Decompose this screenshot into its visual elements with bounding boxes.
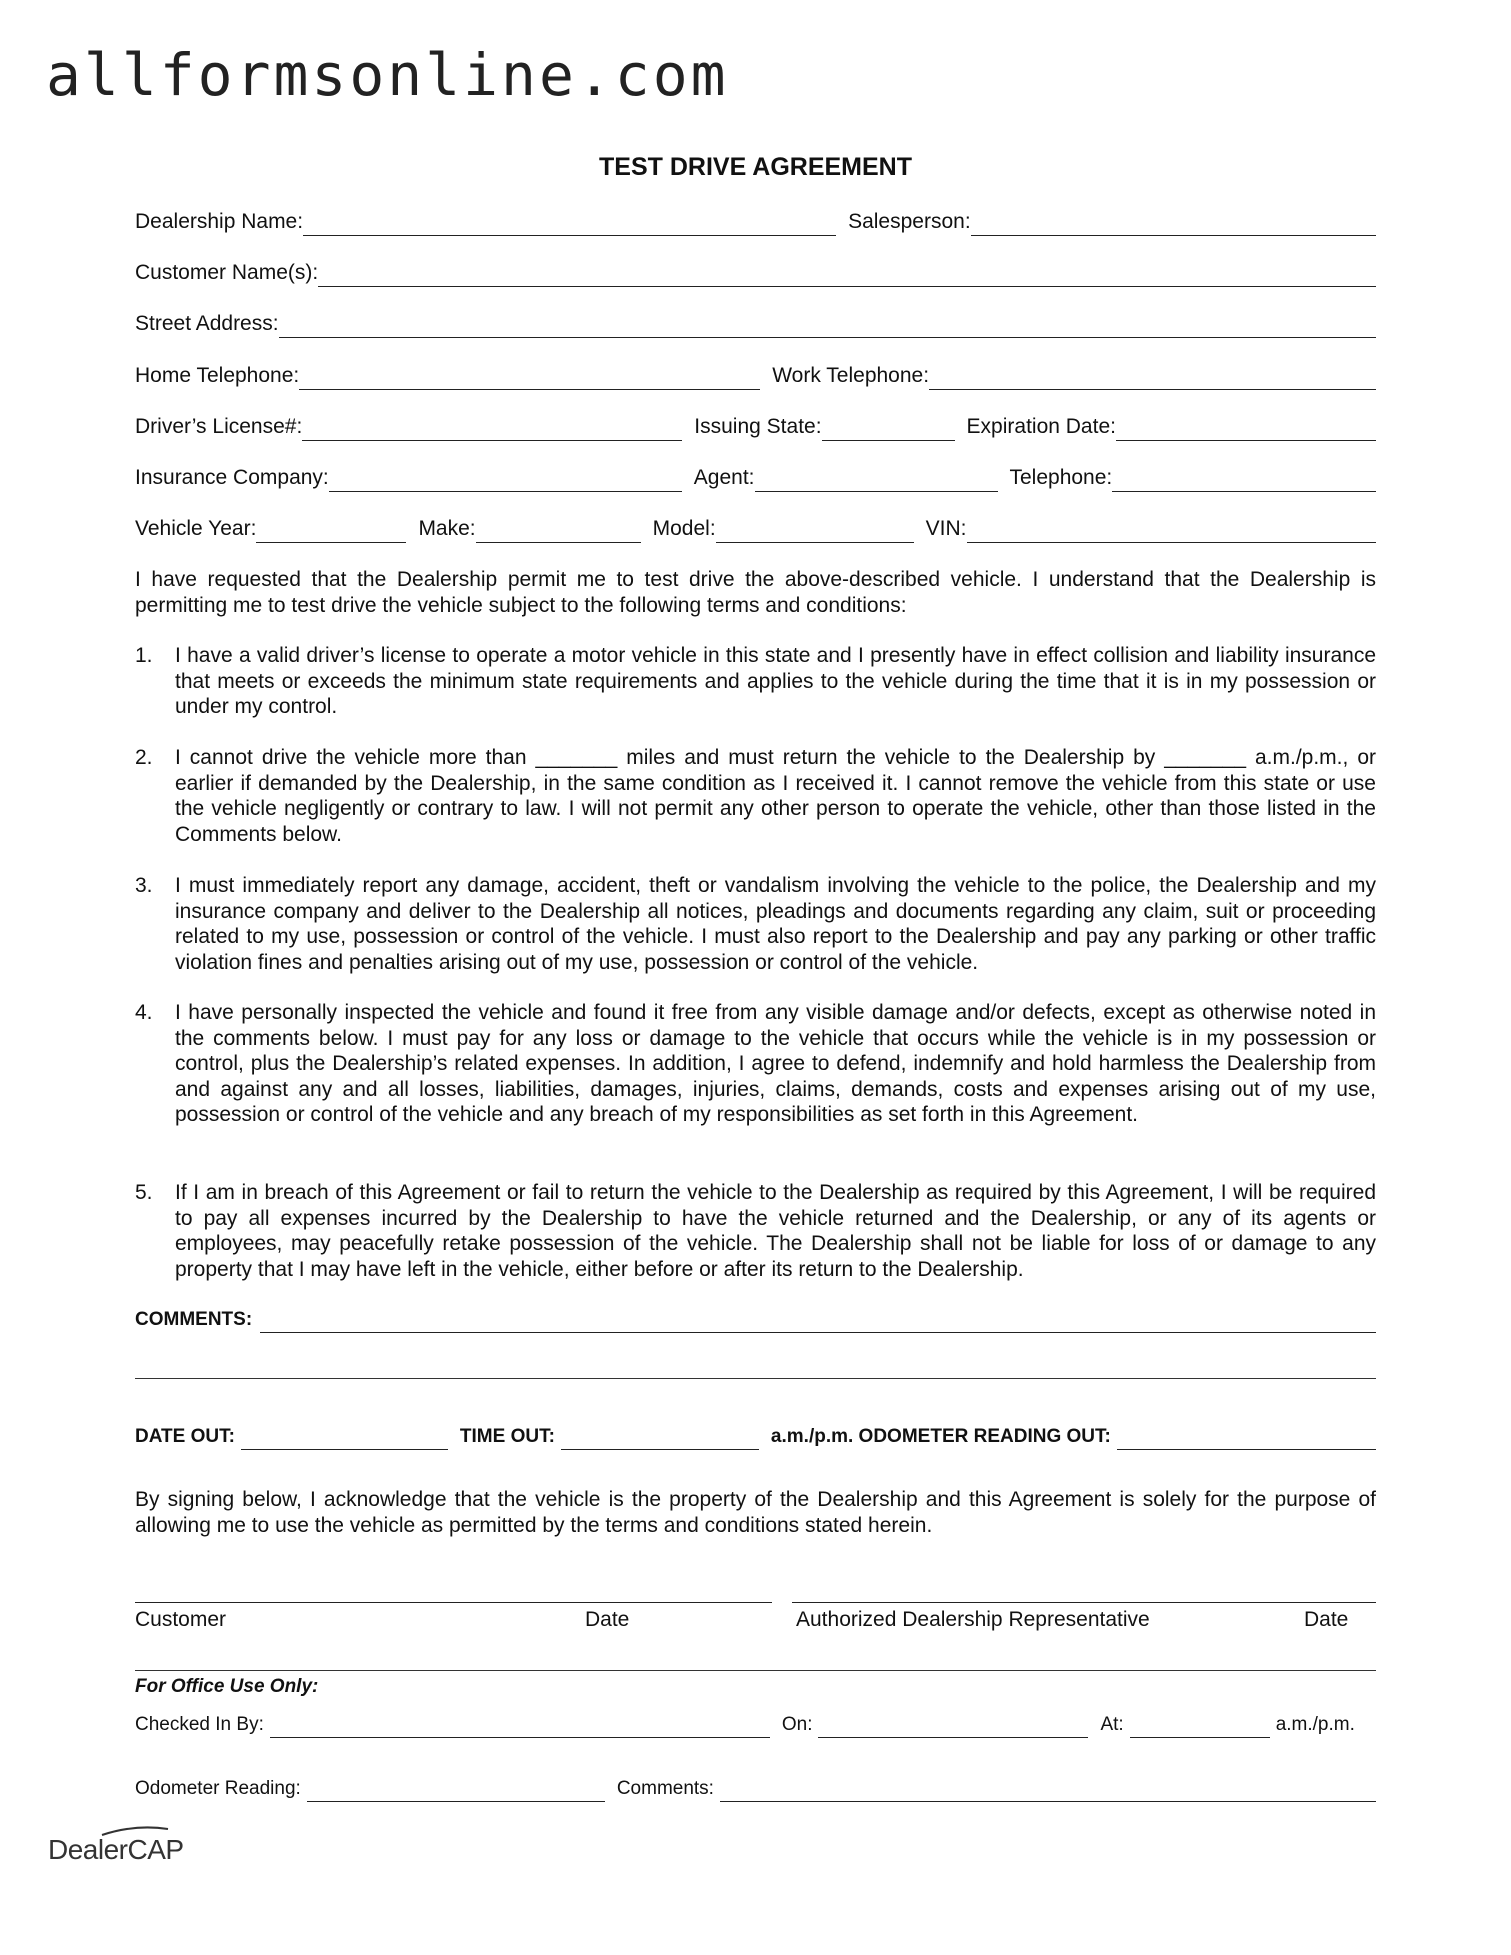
home-telephone-label: Home Telephone: [135,364,300,387]
ampm-label: a.m./p.m. [1275,1714,1355,1735]
office-comments-field[interactable] [720,1775,1376,1802]
term-item [135,1180,1376,1285]
customer-signature-label: Customer [135,1608,227,1631]
customer-date-label: Date [585,1608,630,1631]
insurance-company-label: Insurance Company: [135,466,329,489]
logo-text: DealerCAP [48,1834,184,1865]
dealership-name-field[interactable] [303,209,836,236]
make-label: Make: [418,517,476,540]
row-dealership [135,206,1376,236]
row-address [135,308,1376,338]
work-telephone-label: Work Telephone: [772,364,930,387]
odometer-reading-label: Odometer Reading: [135,1778,301,1799]
office-use-heading: For Office Use Only: [135,1676,319,1697]
form-title: TEST DRIVE AGREEMENT [599,153,912,181]
row-comments [135,1303,1376,1333]
time-out-field[interactable] [561,1423,759,1450]
term-number: 5. [135,1181,153,1204]
make-field[interactable] [476,516,641,543]
row-insurance [135,462,1376,492]
odometer-out-label: a.m./p.m. ODOMETER READING OUT: [770,1426,1111,1447]
row-customer [135,257,1376,287]
term-text: I cannot drive the vehicle more than _______ miles and must return the vehicle to the Dealership by _______ a.m./p.m., or earlier if demanded by the Dealership, in the same condition as I received it. I cannot remove the vehicle from this state or use the vehicle negligently or contrary to law. I will not permit any other person to operate the vehicle, other than those listed in the Comments below. [175,746,1376,846]
row-vehicle [135,513,1376,543]
term-text: I have personally inspected the vehicle and found it free from any visible damage and/or defects, except as otherwise noted in the comments below. I must pay for any loss or damage to the vehicle that occurs while the vehicle is in my possession or control, plus the Dealership’s related expenses. In addition, I agree to defend, indemnify and hold harmless the Dealership from and against any and all losses, liabilities, damages, injuries, claims, demands, costs and expenses arising out of my use, possession or control of the vehicle and any breach of my responsibilities as set forth in this Agreement. [175,1001,1376,1126]
term-text: I must immediately report any damage, accident, theft or vandalism involving the vehicle to the police, the Dealership and my insurance company and deliver to the Dealership all notices, pleadings and documents regarding any claim, suit or proceeding related to my use, possession or control of the vehicle. I must also report to the Dealership and pay any parking or other traffic violation fines and penalties arising out of my use, possession or control of the vehicle. [175,874,1376,974]
vehicle-year-label: Vehicle Year: [135,517,257,540]
term-number: 2. [135,746,153,769]
customer-signature-line[interactable] [135,1602,772,1603]
office-divider [135,1670,1376,1671]
insurance-telephone-label: Telephone: [1009,466,1113,489]
at-field[interactable] [1130,1711,1270,1738]
agent-label: Agent: [693,466,755,489]
work-telephone-field[interactable] [929,363,1376,390]
term-text: I have a valid driver’s license to operate a motor vehicle in this state and I presently have in effect collision and liability insurance that meets or exceeds the minimum state requirements and applies to the vehicle during the time that it is in my possession or under my control. [175,644,1376,718]
logo-swoosh-icon [100,1826,170,1836]
rep-signature-line[interactable] [792,1602,1376,1603]
insurance-company-field[interactable] [329,465,682,492]
model-field[interactable] [716,516,914,543]
salesperson-label: Salesperson: [848,210,971,233]
insurance-telephone-field[interactable] [1112,465,1376,492]
dealercap-logo [48,1834,184,1866]
rep-date-label: Date [1304,1608,1349,1631]
vin-label: VIN: [925,517,967,540]
home-telephone-field[interactable] [299,363,760,390]
comments-field[interactable] [260,1306,1376,1333]
odometer-reading-field[interactable] [307,1775,605,1802]
odometer-out-field[interactable] [1117,1423,1376,1450]
term-number: 3. [135,874,153,897]
rep-signature-label: Authorized Dealership Representative [796,1608,1150,1631]
expiration-date-label: Expiration Date: [966,415,1116,438]
dealership-name-label: Dealership Name: [135,210,304,233]
drivers-license-label: Driver’s License#: [135,415,303,438]
vehicle-year-field[interactable] [256,516,406,543]
vin-field[interactable] [967,516,1377,543]
comments-field-line2[interactable] [135,1378,1376,1379]
on-label: On: [781,1714,813,1735]
row-checked-in [135,1708,1376,1738]
intro-paragraph: I have requested that the Dealership permit me to test drive the above-described vehicle. I understand that the Dealership is permitting me to test drive the vehicle subject to the following terms and conditions: [135,568,1376,617]
term-item [135,873,1376,978]
comments-label: COMMENTS: [135,1309,253,1330]
row-checkout [135,1420,1376,1450]
drivers-license-field[interactable] [302,414,682,441]
issuing-state-label: Issuing State: [694,415,822,438]
term-item [135,1000,1376,1155]
term-item [135,643,1376,723]
term-number: 1. [135,644,153,667]
row-odometer [135,1772,1376,1802]
date-out-field[interactable] [241,1423,448,1450]
checked-in-by-label: Checked In By: [135,1714,264,1735]
checked-in-by-field[interactable] [270,1711,770,1738]
model-label: Model: [652,517,716,540]
date-out-label: DATE OUT: [135,1426,235,1447]
on-field[interactable] [818,1711,1088,1738]
at-label: At: [1100,1714,1124,1735]
street-address-field[interactable] [279,311,1376,338]
site-watermark: allformsonline.com [46,41,729,109]
expiration-date-field[interactable] [1116,414,1376,441]
salesperson-field[interactable] [971,209,1376,236]
row-license [135,411,1376,441]
issuing-state-field[interactable] [822,414,955,441]
office-comments-label: Comments: [616,1778,714,1799]
term-item [135,745,1376,850]
customer-names-label: Customer Name(s): [135,261,319,284]
agent-field[interactable] [755,465,998,492]
term-number: 4. [135,1001,153,1024]
street-address-label: Street Address: [135,312,279,335]
customer-names-field[interactable] [318,260,1376,287]
row-telephones [135,360,1376,390]
time-out-label: TIME OUT: [459,1426,555,1447]
term-text: If I am in breach of this Agreement or fail to return the vehicle to the Dealership as required by this Agreement, I will be required to pay all expenses incurred by the Dealership to have the vehicle returned and the Dealership, or any of its agents or employees, may peacefully retake possession of the vehicle. The Dealership shall not be liable for loss of or damage to any property that I may have left in the vehicle, either before or after its return to the Dealership. [175,1181,1376,1281]
acknowledge-paragraph: By signing below, I acknowledge that the vehicle is the property of the Dealership and this Agreement is solely for the purpose of allowing me to use the vehicle as permitted by the terms and conditions stated herein. [135,1488,1376,1537]
